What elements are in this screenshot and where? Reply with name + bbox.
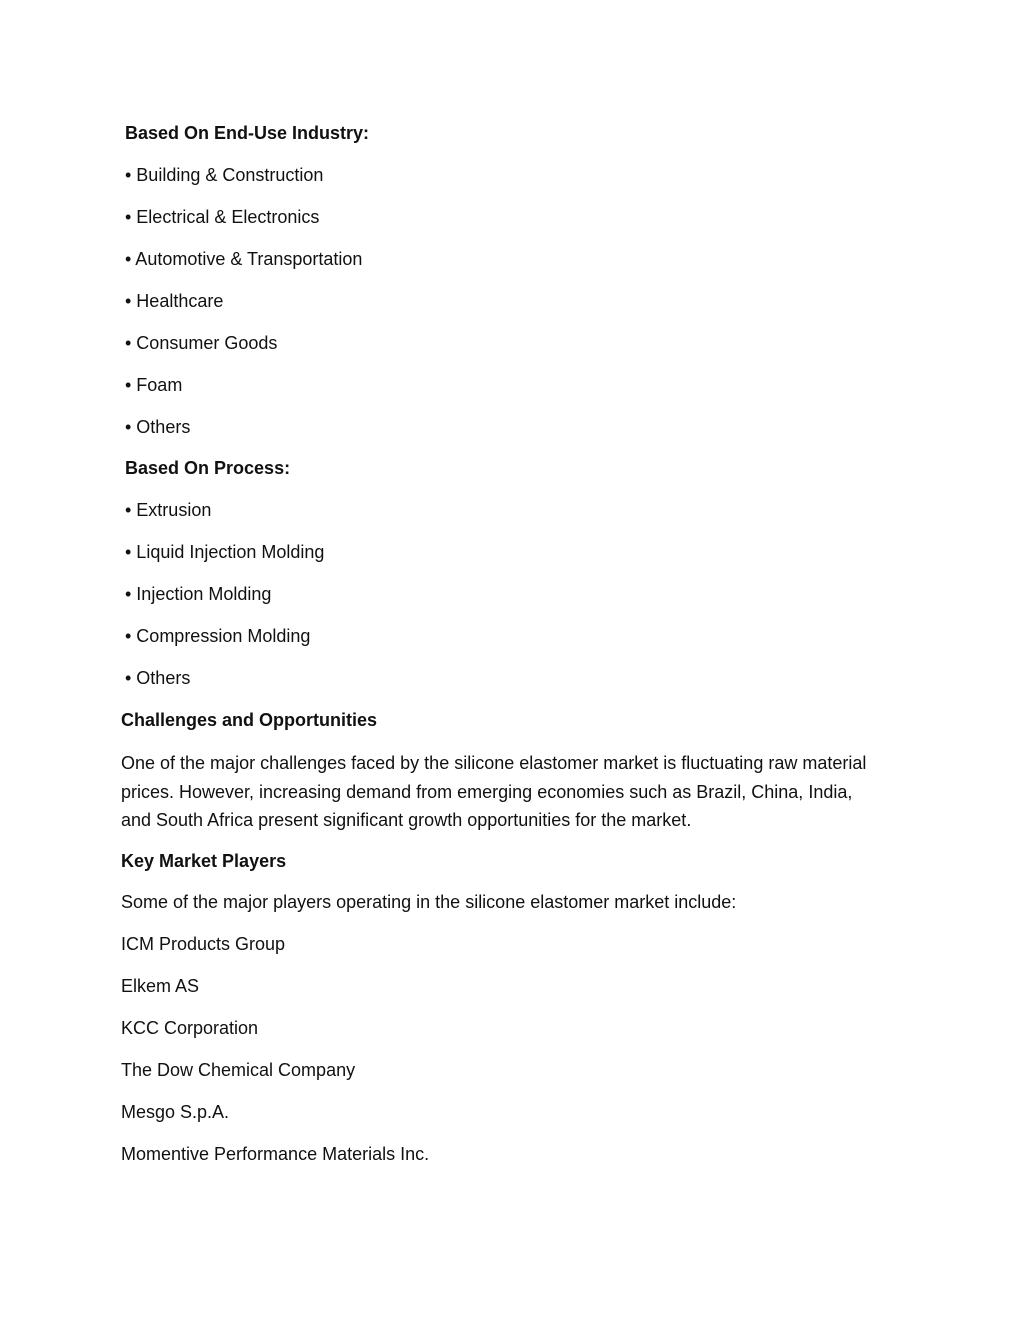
challenges-paragraph: One of the major challenges faced by the silicone elastomer market is fluctuating raw material prices. However, increasing demand from emerging economies such as Brazil, China, India, and South Africa present significant growth opportunities for the market. [121,753,867,830]
process-heading: Based On Process: [125,458,291,478]
company-item: Mesgo S.p.A. [121,1102,230,1122]
industry-item-building: • Building & Construction [125,165,324,185]
company-item: Momentive Performance Materials Inc. [121,1144,430,1164]
company-item: KCC Corporation [121,1018,259,1038]
process-item-injection: • Injection Molding [125,584,272,604]
company-item: Elkem AS [121,976,200,996]
process-item-compression: • Compression Molding [125,626,311,646]
industry-item-consumer-goods: • Consumer Goods [125,333,278,353]
industry-item-foam: • Foam [125,375,183,395]
players-heading: Key Market Players [121,851,287,871]
industry-heading: Based On End-Use Industry: [125,123,370,143]
industry-item-healthcare: • Healthcare [125,291,224,311]
challenges-heading: Challenges and Opportunities [121,710,378,730]
company-item: ICM Products Group [121,934,286,954]
process-item-extrusion: • Extrusion [125,500,212,520]
company-item: The Dow Chemical Company [121,1060,356,1080]
industry-item-automotive: • Automotive & Transportation [125,249,363,269]
players-intro: Some of the major players operating in the silicone elastomer market include: [121,892,737,912]
process-item-liquid-injection: • Liquid Injection Molding [125,542,325,562]
industry-item-others: • Others [125,417,191,437]
industry-item-electrical: • Electrical & Electronics [125,207,320,227]
process-item-others: • Others [125,668,191,688]
